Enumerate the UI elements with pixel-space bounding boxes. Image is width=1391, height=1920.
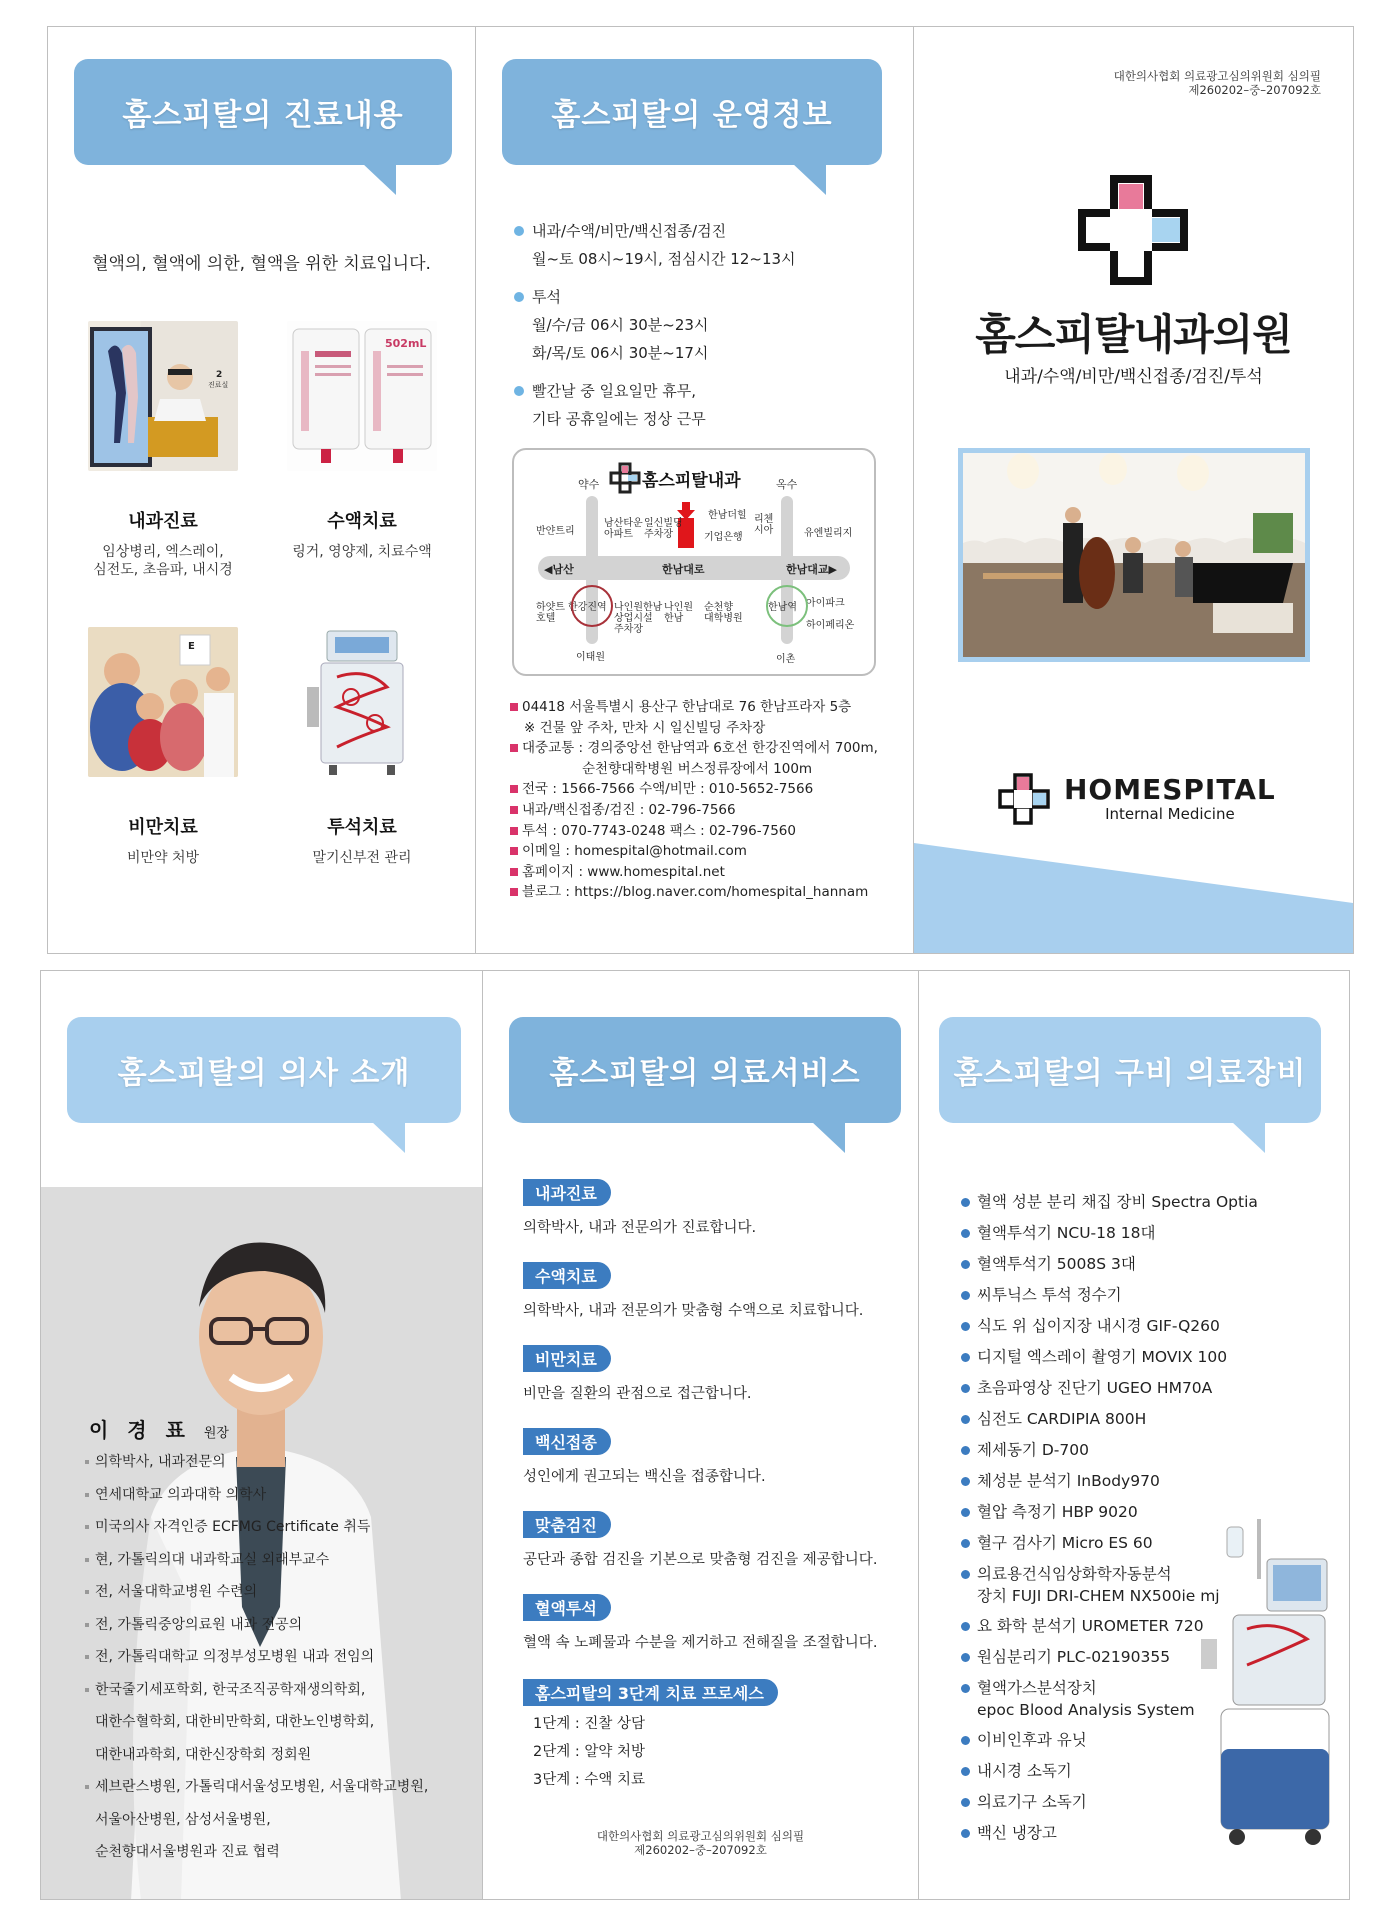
career-item: 대한내과학회, 대한신장학회 정회원 [95,1746,312,1763]
bullet-icon [961,1767,970,1776]
map-label: 남산타운 아파트 [604,518,643,540]
bullet-icon [961,1229,970,1238]
map-label: 나인원한남 상업시설 주차장 [614,602,663,635]
brochure-outer-sheet [47,26,1354,954]
bullet-icon [961,1736,970,1745]
career-item: 미국의사 자격인증 ECFMG Certificate 취득 [85,1511,483,1544]
map-label: 한강진역 [568,602,607,613]
service-item [523,1179,903,1237]
equipment-item: 요 화학 분석기 UROMETER 720 [961,1611,1261,1642]
contact-info [510,697,890,903]
svg-text:진료실: 진료실 [208,381,229,389]
bullet-icon [961,1260,970,1269]
dialysis-machine-photo [287,627,437,777]
internal-medicine-photo [88,321,238,471]
equipment-item: 백신 냉장고 [961,1818,1261,1849]
bullet-icon [514,386,524,396]
map-label: 아이파크 [806,598,845,609]
treatment-desc: 말기신부전 관리 [312,850,412,866]
bullet-icon [514,226,524,236]
map-label: 나인원 한남 [664,602,693,624]
homespital-brand [998,773,1276,825]
map-road-end: 한남대교▶ [786,563,837,576]
career-item: 연세대학교 의과대학 의학사 [85,1479,483,1512]
doctor-title: 원장 [203,1426,229,1441]
hours-heading: 내과/수액/비만/백신접종/검진 [532,222,727,240]
approval-notice: 대한의사협회 의료광고심의위원회 심의필 제260202–중–207092호 [1113,69,1321,97]
contact-line: 대중교통 : 경의중앙선 한남역과 6호선 한강진역에서 700m, [510,738,890,759]
hours-line: 화/목/토 06시 30분~17시 [532,344,709,362]
map-label: 하이페리온 [806,620,855,631]
contact-line: 전국 : 1566-7566 수액/비만 : 010-5652-7566 [510,779,890,800]
service-desc: 의학박사, 내과 전문의가 맞춤형 수액으로 치료합니다. [523,1303,864,1319]
cover-panel [914,27,1353,953]
treatment-title: 내과진료 [128,511,198,532]
map-logo-icon [611,464,639,492]
doctor-panel [41,971,483,1899]
career-item: 서울아산병원, 삼성서울병원, [95,1811,271,1828]
equipment-item: 심전도 CARDIPIA 800H [961,1404,1261,1435]
map-label: 이촌 [776,654,796,665]
equipment-header: 홈스피탈의 구비 의료장비 [939,1017,1321,1123]
equipment-item: 의료용건식임상화학자동분석 장치 FUJI DRI-CHEM NX500ie mj [961,1563,1261,1607]
equipment-item: 식도 위 십이지장 내시경 GIF-Q260 [961,1311,1261,1342]
services-header: 홈스피탈의 의료서비스 [509,1017,901,1123]
bullet-icon [961,1415,970,1424]
hours-line: 월/수/금 06시 30분~23시 [532,316,709,334]
career-item: 현, 가톨릭의대 내과학교실 외래부교수 [85,1544,483,1577]
bullet-icon [961,1477,970,1486]
career-item: 세브란스병원, 가톨릭대서울성모병원, 서울대학교병원, [85,1771,483,1804]
map-label: 한남역 [768,602,797,613]
service-tag: 수액치료 [523,1262,611,1289]
approval-notice: 대한의사협회 의료광고심의위원회 심의필 제260202–중–207092호 [596,1829,805,1857]
career-item: 전, 가톨릭대학교 의정부성모병원 내과 전임의 [85,1641,483,1674]
hours-heading: 투석 [532,288,561,306]
treatment-panel [48,27,476,953]
equipment-item: 이비인후과 유닛 [961,1725,1261,1756]
career-item: 순천향대서울병원과 진료 협력 [95,1844,280,1860]
equipment-item: 혈액투석기 NCU-18 18대 [961,1218,1261,1249]
equipment-item: 내시경 소독기 [961,1756,1261,1787]
service-tag: 백신접종 [523,1428,611,1455]
bullet-icon [961,1291,970,1300]
map-title: 홈스피탈내과 [642,471,741,491]
career-item: 전, 가톨릭중앙의료원 내과 전공의 [85,1609,483,1642]
bullet-icon [961,1653,970,1662]
contact-line: 블로그 : https://blog.naver.com/homespital_hannam [510,882,890,903]
career-item: 의학박사, 내과전문의 [85,1446,483,1479]
equipment-item: 체성분 분석기 InBody970 [961,1466,1261,1497]
concert-photo [958,448,1310,662]
brochure-inner-sheet [40,970,1350,1900]
bullet-icon [961,1198,970,1207]
service-item [523,1345,903,1403]
room-number-label: 2 [216,370,223,380]
bullet-icon [961,1539,970,1548]
map-label: 기업은행 [704,532,743,543]
service-desc: 혈액 속 노폐물과 수분을 제거하고 전해질을 조절합니다. [523,1635,878,1651]
obesity-illustration [88,627,238,777]
iv-volume-label: 502mL [385,337,427,350]
treatment-item-iv [282,321,442,561]
service-desc: 공단과 종합 검진을 기본으로 맞춤형 검진을 제공합니다. [523,1552,878,1568]
treatment-item-dialysis [282,627,442,867]
services-panel [483,971,919,1899]
service-tag: 혈액투석 [523,1594,611,1621]
map-label: 약수 [578,478,600,491]
service-item [523,1511,903,1569]
career-item: 한국줄기세포학회, 한국조직공학재생의학회, [85,1674,483,1707]
bullet-icon [961,1353,970,1362]
bullet-icon [961,1684,970,1693]
contact-line: 홈페이지 : www.homespital.net [510,862,890,883]
bullet-icon [961,1384,970,1393]
service-item [523,1262,903,1320]
service-desc: 의학박사, 내과 전문의가 진료합니다. [523,1220,757,1236]
process-tag: 홈스피탈의 3단계 치료 프로세스 [523,1679,778,1706]
location-map [512,448,876,676]
contact-line: 내과/백신접종/검진 : 02-796-7566 [510,800,890,821]
bullet-icon [961,1508,970,1517]
map-label: 순천향 대학병원 [704,602,743,624]
service-desc: 비만을 질환의 관점으로 접근합니다. [523,1386,752,1402]
equipment-item: 혈압 측정기 HBP 9020 [961,1497,1261,1528]
career-item: 전, 서울대학교병원 수련의 [85,1576,483,1609]
treatment-title: 수액치료 [327,511,397,532]
process-step: 1단계 : 진찰 상담 [533,1716,645,1732]
equipment-item: 의료기구 소독기 [961,1787,1261,1818]
doctor-name-line [89,1414,229,1443]
map-label: 반얀트리 [536,526,575,537]
treatment-intro: 혈액의, 혈액에 의한, 혈액을 위한 치료입니다. [92,254,431,274]
map-label: 이태원 [576,652,605,663]
map-label: 옥수 [776,478,798,491]
service-item [523,1428,903,1486]
brand-subtitle: Internal Medicine [1105,805,1235,823]
equipment-item: 제세동기 D-700 [961,1435,1261,1466]
hours-line: 기타 공휴일에는 정상 근무 [532,410,706,428]
equipment-list [961,1187,1261,1849]
equipment-item: 디지털 엑스레이 촬영기 MOVIX 100 [961,1342,1261,1373]
process-step: 3단계 : 수액 치료 [533,1772,645,1788]
map-label: 일신빌딩 주차장 [644,518,683,540]
treatment-desc: 임상병리, 엑스레이, 심전도, 초음파, 내시경 [93,544,233,578]
equipment-item: 혈구 검사기 Micro ES 60 [961,1528,1261,1559]
equipment-item: 씨투닉스 투석 정수기 [961,1280,1261,1311]
bullet-icon [961,1622,970,1631]
map-road-name: 한남대로 [662,563,705,576]
contact-line: 04418 서울특별시 용산구 한남대로 76 한남프라자 5층 [510,697,890,718]
equipment-item: 혈액가스분석장치 epoc Blood Analysis System [961,1677,1261,1721]
treatment-process [523,1679,903,1794]
career-item: 대한수혈학회, 대한비만학회, 대한노인병학회, [95,1714,375,1730]
bullet-icon [961,1322,970,1331]
treatment-item-obesity [83,627,243,867]
iv-bag-photo [287,321,437,471]
equipment-item: 초음파영상 진단기 UGEO HM70A [961,1373,1261,1404]
service-tag: 비만치료 [523,1345,611,1372]
service-desc: 성인에게 권고되는 백신을 접종합니다. [523,1469,766,1485]
doctor-career-list [85,1446,483,1869]
map-label: 하얏트 호텔 [536,602,565,624]
equipment-item: 혈액투석기 5008S 3대 [961,1249,1261,1280]
service-tag: 내과진료 [523,1179,611,1206]
bullet-icon [961,1446,970,1455]
brand-name: HOMESPITAL [1064,773,1276,806]
operation-panel [476,27,914,953]
service-tag: 맞춤검진 [523,1511,611,1538]
cover-accent-stripe [914,833,1353,953]
hours-heading: 빨간날 중 일요일만 휴무, [532,382,696,400]
treatment-desc: 링거, 영양제, 치료수액 [292,544,432,560]
contact-line: 투석 : 070-7743-0248 팩스 : 02-796-7560 [510,821,890,842]
doctor-name: 이 경 표 [89,1418,191,1442]
contact-line: 순천향대학병원 버스정류장에서 100m [582,760,813,777]
treatment-header: 홈스피탈의 진료내용 [74,59,452,165]
map-label: 리첸 시아 [754,514,774,536]
bullet-icon [514,292,524,302]
operating-hours [514,217,864,433]
contact-line: 이메일 : homespital@hotmail.com [510,841,890,862]
service-item [523,1594,903,1652]
treatment-desc: 비만약 처방 [126,850,200,866]
map-road-end: ◀남산 [544,563,574,576]
brand-cross-icon [998,773,1050,825]
contact-line: ※ 건물 앞 주차, 만차 시 일신빌딩 주차장 [524,719,766,736]
eye-chart-letter: E [188,641,195,652]
map-label: 한남더힐 [708,510,747,521]
equipment-item: 혈액 성분 분리 채집 장비 Spectra Optia [961,1187,1261,1218]
treatment-item-internal [83,321,243,579]
map-label: 유엔빌리지 [804,528,853,539]
clinic-subtitle: 내과/수액/비만/백신접종/검진/투석 [1004,367,1263,387]
operation-header: 홈스피탈의 운영정보 [502,59,882,165]
treatment-title: 투석치료 [327,817,397,838]
clinic-cross-logo-icon [1078,175,1188,285]
hours-line: 월~토 08시~19시, 점심시간 12~13시 [532,250,796,268]
bullet-icon [961,1829,970,1838]
equipment-panel [919,971,1349,1899]
process-step: 2단계 : 알약 처방 [533,1744,645,1760]
bullet-icon [961,1798,970,1807]
treatment-title: 비만치료 [128,817,198,838]
clinic-name: 홈스피탈내과의원 [975,310,1292,359]
equipment-item: 원심분리기 PLC-02190355 [961,1642,1261,1673]
bullet-icon [961,1570,970,1579]
doctor-header: 홈스피탈의 의사 소개 [67,1017,461,1123]
